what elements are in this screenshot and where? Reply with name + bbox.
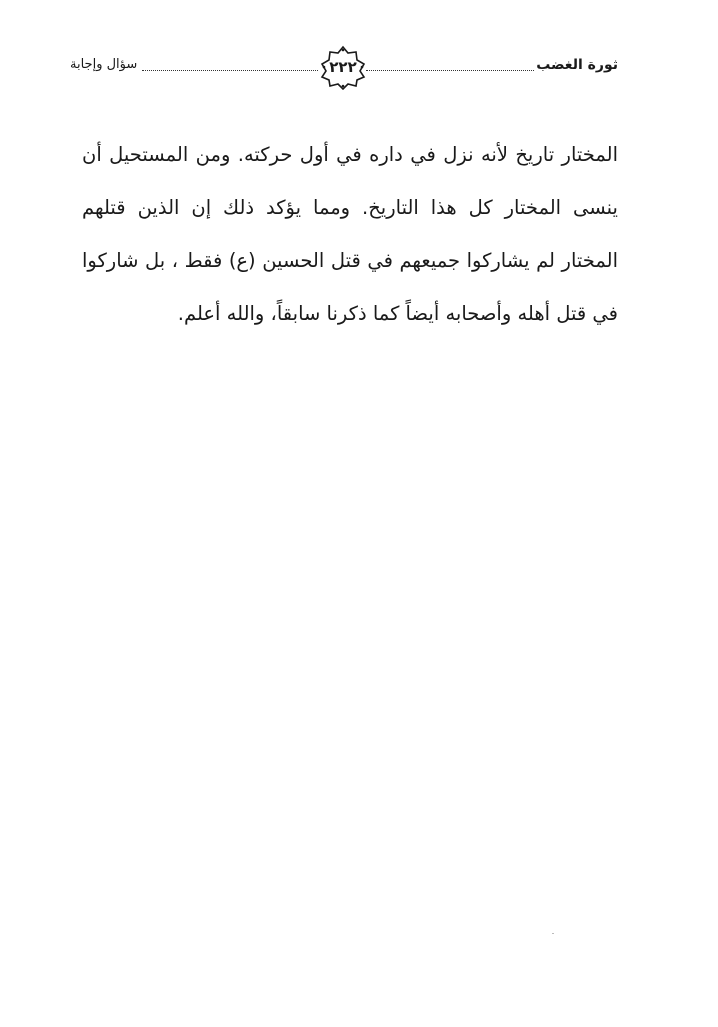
section-title: سؤال وإجابة (70, 57, 138, 72)
page-number: ٢٢٢ (329, 58, 357, 76)
main-text (82, 128, 618, 340)
body-paragraph: المختار تاريخ لأنه نزل في داره في أول حركته. ومن المستحيل أن ينسى المختار كل هذا التاريخ. ومما يؤكد ذلك إن الذين قتلهم المختار لم يشاركوا جميعهم في قتل الحسين (ع) فقط ، بل شاركوا في قتل أهله وأصحابه أيضاً كما ذكرنا سابقاً، والله أعلم. (82, 143, 618, 325)
page-header (70, 44, 618, 90)
book-title: ثورة الغضب (536, 57, 618, 73)
scan-speck (552, 933, 554, 934)
header-dotted-leader-left (142, 70, 318, 71)
page-number-frame (318, 44, 368, 90)
header-dotted-leader-right (366, 70, 534, 71)
